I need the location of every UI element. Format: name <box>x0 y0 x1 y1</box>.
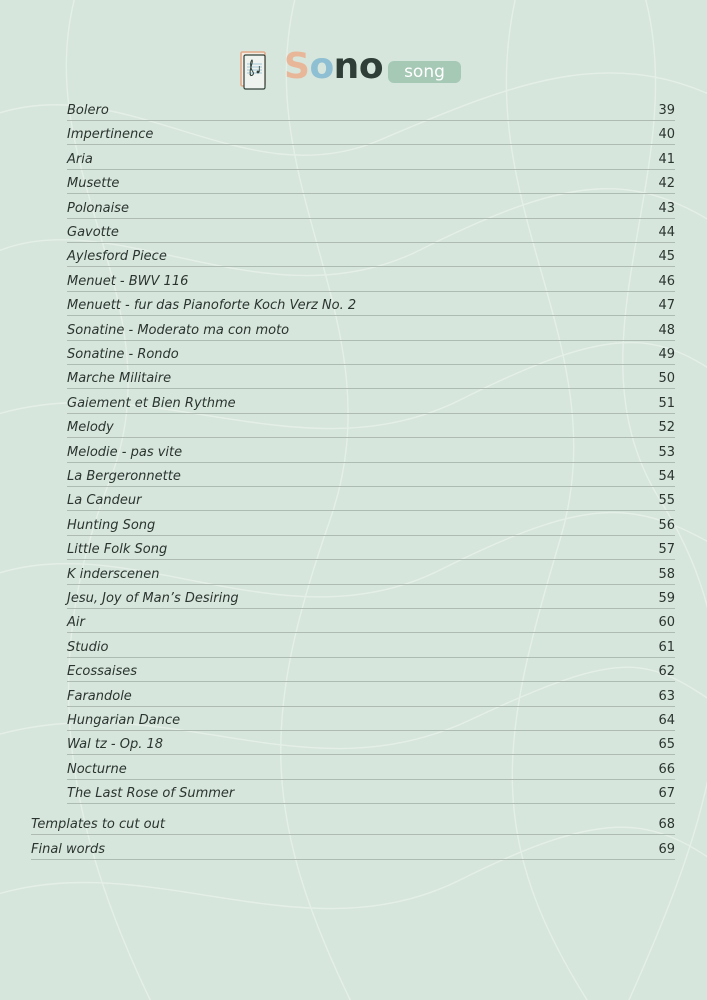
toc-entry[interactable] <box>67 393 675 414</box>
sheet-music-book-icon <box>238 50 270 90</box>
toc-entry[interactable] <box>67 344 675 365</box>
toc-section-entry[interactable] <box>31 814 675 835</box>
toc-entry-title: Impertinence <box>67 127 154 143</box>
toc-entry-page: 64 <box>658 713 675 728</box>
brand-letter: n <box>333 46 359 87</box>
toc-entry-title: K inderscenen <box>67 566 160 582</box>
toc-entry[interactable] <box>67 222 675 243</box>
toc-entry[interactable] <box>67 490 675 511</box>
toc-entry-title: La Bergeronnette <box>67 469 181 484</box>
brand-letter: o <box>358 46 384 87</box>
toc-entry-page: 41 <box>658 151 675 167</box>
toc-entry-page: 50 <box>658 371 675 387</box>
brand-tag: song <box>388 61 461 83</box>
toc-entry-page: 42 <box>658 176 675 192</box>
toc-entry[interactable] <box>67 515 675 536</box>
toc-entry-title: Hunting Song <box>67 517 156 533</box>
toc-entry-title: Aylesford Piece <box>67 249 167 265</box>
toc-entry-title: Menuett - fur das Pianoforte Koch Verz No. 2 <box>67 298 357 314</box>
toc-entry[interactable] <box>67 564 675 585</box>
toc-entry[interactable] <box>67 320 675 341</box>
toc-entry-page: 67 <box>658 786 675 802</box>
toc-entry-page: 57 <box>658 542 675 558</box>
toc-entry-title: Air <box>67 615 85 631</box>
toc-entry[interactable] <box>67 368 675 389</box>
toc-entry[interactable] <box>67 124 675 145</box>
toc-entry-page: 48 <box>658 322 675 338</box>
toc-entry[interactable] <box>67 661 675 682</box>
toc-entry-page: 56 <box>658 517 675 533</box>
toc-entry-title: Melody <box>67 420 114 436</box>
toc-entry-title: Polonaise <box>67 200 129 216</box>
toc-entry-title: Menuet - BWV 116 <box>67 273 189 289</box>
toc-entry-title: Farandole <box>67 688 132 704</box>
toc-entry[interactable] <box>67 246 675 267</box>
toc-entry-page: 44 <box>658 225 675 240</box>
toc-entry-title: Melodie - pas vite <box>67 444 183 460</box>
toc-entry-page: 51 <box>658 395 675 411</box>
toc-entry-title: Hungarian Dance <box>67 713 181 728</box>
toc-entry-page: 59 <box>658 591 675 606</box>
brand-wordmark <box>284 45 383 89</box>
toc-entry-page: 43 <box>658 200 675 216</box>
toc-entry[interactable] <box>67 686 675 707</box>
toc-entry-page: 53 <box>658 444 675 460</box>
toc-entry-page: 58 <box>658 566 675 582</box>
toc-entry[interactable] <box>67 442 675 463</box>
toc-entry-page: 46 <box>658 273 675 289</box>
toc-entry-page: 49 <box>658 347 675 362</box>
toc-entry-title: Nocturne <box>67 761 127 777</box>
toc-entry-title: Aria <box>67 151 93 167</box>
toc-entry-title: Gavotte <box>67 225 119 240</box>
toc-entry-page: 66 <box>658 761 675 777</box>
toc-entry-page: 54 <box>658 469 675 484</box>
toc-section-page: 69 <box>658 842 675 857</box>
toc-entry-title: Bolero <box>67 103 109 118</box>
toc-section-page: 68 <box>658 817 675 832</box>
toc-entry-page: 62 <box>658 664 675 680</box>
toc-entry-page: 55 <box>658 493 675 509</box>
toc-entry[interactable] <box>67 539 675 560</box>
toc-entry-title: Studio <box>67 639 109 655</box>
toc-entry[interactable] <box>67 783 675 804</box>
toc-entry[interactable] <box>67 100 675 121</box>
toc-section-entry[interactable] <box>31 839 675 860</box>
toc-entry-title: Marche Militaire <box>67 371 172 387</box>
toc-entry-title: Sonatine - Rondo <box>67 347 179 362</box>
toc-entry-title: Jesu, Joy of Man’s Desiring <box>67 591 239 606</box>
toc-entry-title: Ecossaises <box>67 664 137 680</box>
toc-entry[interactable] <box>67 173 675 194</box>
brand-letter: S <box>284 46 310 87</box>
header <box>0 48 707 92</box>
toc-entry-title: The Last Rose of Summer <box>67 786 235 802</box>
toc-entry[interactable] <box>67 271 675 292</box>
toc-entry-title: Wal tz - Op. 18 <box>67 737 164 753</box>
toc-entry-page: 47 <box>658 298 675 314</box>
toc-section-title: Final words <box>31 842 105 857</box>
toc-entry[interactable] <box>67 295 675 316</box>
toc-entry-page: 63 <box>658 688 675 704</box>
toc-entry-page: 45 <box>658 249 675 265</box>
toc-entry-page: 60 <box>658 615 675 631</box>
toc-entry-page: 52 <box>658 420 675 436</box>
toc-entry[interactable] <box>67 734 675 755</box>
toc-entry-page: 65 <box>658 737 675 753</box>
toc-entry[interactable] <box>67 710 675 731</box>
toc-entry-title: Musette <box>67 176 120 192</box>
toc-entry-page: 40 <box>658 127 675 143</box>
toc-entry[interactable] <box>67 759 675 780</box>
toc-section-title: Templates to cut out <box>31 817 165 832</box>
toc-entry-title: Sonatine - Moderato ma con moto <box>67 322 290 338</box>
toc-entry[interactable] <box>67 588 675 609</box>
toc-entry-page: 39 <box>658 103 675 118</box>
toc-entry[interactable] <box>67 149 675 170</box>
toc-entry-title: Gaiement et Bien Rythme <box>67 395 236 411</box>
toc-entry[interactable] <box>67 198 675 219</box>
toc-entry-title: La Candeur <box>67 493 142 509</box>
toc-entry-page: 61 <box>658 639 675 655</box>
toc-entry[interactable] <box>67 417 675 438</box>
toc-entry[interactable] <box>67 637 675 658</box>
toc-entry[interactable] <box>67 612 675 633</box>
toc-entry-title: Little Folk Song <box>67 542 168 558</box>
brand-letter: o <box>309 46 334 87</box>
toc-entry[interactable] <box>67 466 675 487</box>
